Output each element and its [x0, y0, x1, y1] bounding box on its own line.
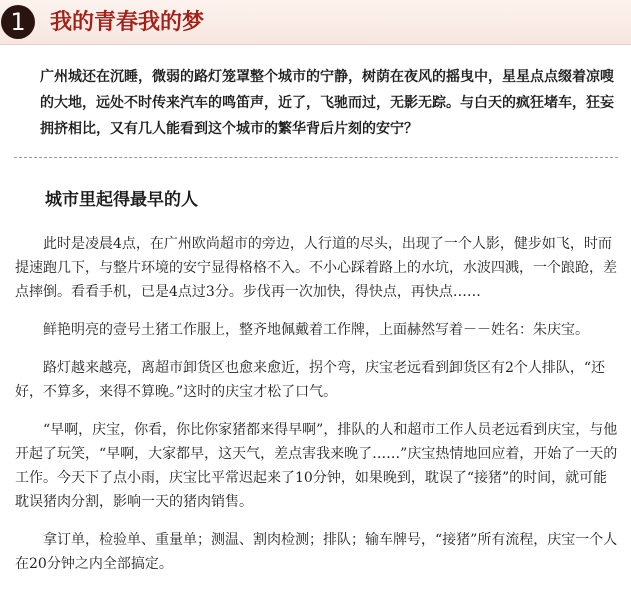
section-header	[0, 0, 631, 45]
intro-paragraph: 广州城还在沉睡，微弱的路灯笼罩整个城市的宁静，树荫在夜风的摇曳中，星星点点缀着凉嗖的大地，远处不时传来汽车的鸣笛声，近了，飞驰而过，无影无踪。与白天的疯狂堵车，狂妄拥挤相比，又有几人能看到这个城市的繁华背后片刻的安宁？	[40, 69, 614, 137]
article-paragraph: 此时是凌晨4点，在广州欧尚超市的旁边，人行道的尽头，出现了一个人影，健步如飞，时而提速跑几下，与整片环境的安宁显得格格不入。不小心踩着路上的水坑，水波四溅，一个踉跄，差点摔倒。看看手机，已是4点过3分。步伐再一次加快，得快点，再快点……	[15, 236, 617, 300]
dashed-divider	[14, 157, 618, 158]
article-paragraph: 路灯越来越亮，离超市卸货区也愈来愈近，拐个弯，庆宝老远看到卸货区有2个人排队，“还好，不算多，来得不算晚。”这时的庆宝才松了口气。	[15, 360, 606, 400]
section-number-badge: 1	[1, 5, 35, 39]
section-header-title: 我的青春我的梦	[50, 9, 205, 35]
article-paragraph: “早啊，庆宝，你看，你比你家猪都来得早啊”，排队的人和超市工作人员老远看到庆宝，与他开起了玩笑，“早啊，大家都早，这天气，差点害我来晚了……”庆宝热情地回应着，开始了一天的工作。今天下了点小雨，庆宝比平常迟起来了10分钟，如果晚到，耽误了“接猪”的时间，就可能耽误猪肉分割，影响一天的猪肉销售。	[15, 422, 618, 510]
article-paragraph: 鲜艳明亮的壹号土猪工作服上，整齐地佩戴着工作牌，上面赫然写着－－姓名：朱庆宝。	[43, 322, 589, 338]
article-section-title: 城市里起得最早的人	[45, 190, 198, 210]
article-paragraph: 拿订单，检验单、重量单；测温、割肉检测；排队；输车牌号，“接猪”所有流程，庆宝一个人在20分钟之内全部搞定。	[15, 532, 618, 572]
article-body	[15, 232, 618, 590]
